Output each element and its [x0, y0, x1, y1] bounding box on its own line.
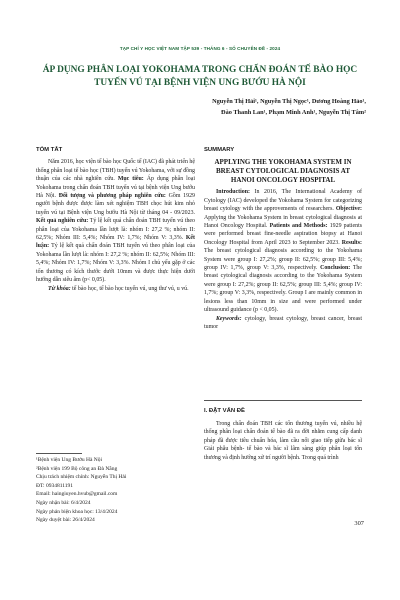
corresponding-author: Chịu trách nhiệm chính: Nguyễn Thị Hải — [36, 474, 127, 481]
intro-heading: I. ĐẶT VẤN ĐỀ — [204, 408, 245, 414]
summary-intro: In 2016, The International Academy of Cytology (IAC) developed the Yokohama System for categorizing breast cytology with the approvements of researchers. — [204, 189, 362, 213]
summary-intro-label: Introduction: — [216, 189, 250, 196]
intro-text: Trong chẩn đoán TBH các tổn thương tuyến vú, nhiều hệ thống phân loại chẩn đoán tế bào đã ra đời nhằm cung cấp danh pháp đã được tiêu chuẩn hóa, làm cầu nối giao tiếp giữa bác sĩ Giải phẫu bệnh- tế bào và bác sĩ lâm sàng giúp phân loại tổn thương và định hướng xử trí người bệnh. Trong quá trình — [204, 420, 362, 461]
journal-header: TẠP CHÍ Y HỌC VIỆT NAM TẬP 539 - THÁNG 6 - SỐ CHUYÊN ĐỀ - 2024 — [119, 46, 281, 51]
section-divider — [204, 400, 362, 401]
date-received: Ngày nhận bài: 6/4/2024 — [36, 499, 91, 506]
abstract-intro: Năm 2016, học viện tế bào học Quốc tế (IAC) đã phát triển hệ thống phân loại tế bào học (TBH) tuyến vú Yokohama, với sự đồng thuận của các nhà nghiên cứu. — [36, 159, 195, 183]
abstract-vietnamese — [36, 146, 195, 293]
abstract-results: Tỷ lệ kết quả chẩn đoán TBH tuyến vú theo phân loại của Yokohama lần lượt là: nhóm I: 27,2 %; nhóm II: 62,5%; Nhóm III: 5,4%; Nhóm IV: 1,7%; Nhóm V: 3,3%. — [36, 218, 195, 242]
abstract-methods: Gồm 1929 người bệnh được được làm xét nghiệm TBH chọc hút kim nhỏ tuyến vú tại Bệnh viện Ung bướu Hà Nội từ tháng 04 - 09/2023. — [36, 193, 195, 216]
abstract-goal-label: Mục tiêu: — [117, 176, 144, 183]
abstract-heading: TÓM TẮT — [36, 147, 63, 153]
summary-keywords-label: Keywords: — [216, 315, 242, 322]
abstract-methods-label: Đối tượng và phương pháp nghiên cứu: — [58, 193, 166, 200]
summary-heading: SUMMARY — [204, 147, 235, 153]
article-title: ÁP DỤNG PHÂN LOẠI YOKOHAMA TRONG CHẨN ĐOÁN TẾ BÀO HỌC TUYẾN VÚ TẠI BỆNH VIỆN UNG BƯỚU HÀ NỘI — [42, 65, 358, 88]
summary-conclusion: The breast cytological diagnosis according to the Yokohama System were group I: 27,2%; group II: 62,5%; group III: 5,4%; group IV: 1,7%; group V: 3,3%, respectively. Group I are mainly common in lesions less than 10mm in size and were performed under ultrasound guidance (p < 0,05). — [204, 265, 362, 314]
summary-body — [204, 188, 362, 314]
abstract-goal: Áp dụng phân loại Yokohama trong chẩn đoán TBH tuyến vú tại bệnh viện Ung bướu Hà Nội. — [36, 176, 195, 200]
summary-english — [204, 146, 362, 331]
summary-results: The breast cytological diagnosis according to the Yokohama System were group I: 27,2%; group II: 62,5%; group III: 5,4%; group IV: 1,7%, group V: 3,3%, respectively. — [204, 248, 362, 272]
date-reviewed: Ngày phản biện khoa học: 13/4/2024 — [36, 508, 118, 515]
email: Email: haingiuyen.hvub@gmail.com — [36, 491, 118, 498]
summary-conclusion-label: Conclusion: — [320, 265, 351, 272]
summary-methods-label: Patients and Methods: — [269, 223, 328, 230]
affiliation-2: ²Bệnh viện 199 Bộ công an Đà Nẵng — [36, 465, 118, 472]
summary-keywords-text: cytology, breast cytology, breast cancer, breast tumor — [204, 315, 362, 330]
date-approved: Ngày duyệt bài: 26/4/2024 — [36, 517, 95, 524]
abstract-keywords-label: Từ khóa: — [48, 285, 71, 292]
summary-results-label: Results: — [341, 239, 362, 246]
author-line-2: Đào Thanh Lan¹, Phạm Minh Anh¹, Nguyễn Thị Tâm² — [221, 108, 366, 116]
summary-methods: 1929 patients were performed breast fine-needle aspiration biopsy at Hanoi Oncology Hospital from April 2023 to September 2023. — [204, 223, 362, 246]
footnotes — [36, 456, 196, 525]
phone: ĐT: 0934811191 — [36, 482, 74, 489]
abstract-body — [36, 158, 195, 284]
abstract-keywords — [36, 285, 195, 293]
abstract-results-label: Kết quả nghiên cứu: — [36, 218, 89, 225]
abstract-keywords-text: tế bào học, tế bào học tuyến vú, ung thư vú, u vú. — [72, 285, 189, 292]
summary-title: APPLYING THE YOKOHAMA SYSTEM IN BREAST CYTOLOGICAL DIAGNOSIS AT HANOI ONCOLOGY HOSPITAL — [214, 158, 352, 185]
author-list — [126, 97, 366, 118]
author-line-1: Nguyễn Thị Hải¹, Nguyễn Thị Ngọc¹, Dương Hoàng Hảo¹, — [212, 98, 366, 105]
abstract-conclusion: Tỷ lệ kết quả chẩn đoán TBH tuyến vú theo phân loại của Yokohama lần lượt là: nhóm I: 27,2 %; nhóm II: 62,5%; Nhóm III: 5,4%; Nhóm IV: 1,7%; Nhóm V: 3,3%. Nhóm I chủ yếu gặp ở các tổn thương có kích thước dưới 10mm và được thực hiện dưới hướng dẫn siêu âm (p< 0,05). — [36, 243, 195, 284]
summary-keywords — [204, 315, 362, 332]
footnote-rule — [36, 453, 82, 454]
affiliation-1: ¹Bệnh viện Ung Bướu Hà Nội — [36, 457, 103, 463]
intro-section — [204, 400, 362, 463]
abstract-conclusion-label: Kết luận: — [36, 235, 195, 250]
summary-objective: Applying the Yokohama System in breast cytological diagnosis at Hanoi Oncology Hospital. — [204, 214, 362, 230]
page-number: 307 — [354, 520, 364, 527]
summary-objective-label: Objective: — [335, 206, 362, 213]
